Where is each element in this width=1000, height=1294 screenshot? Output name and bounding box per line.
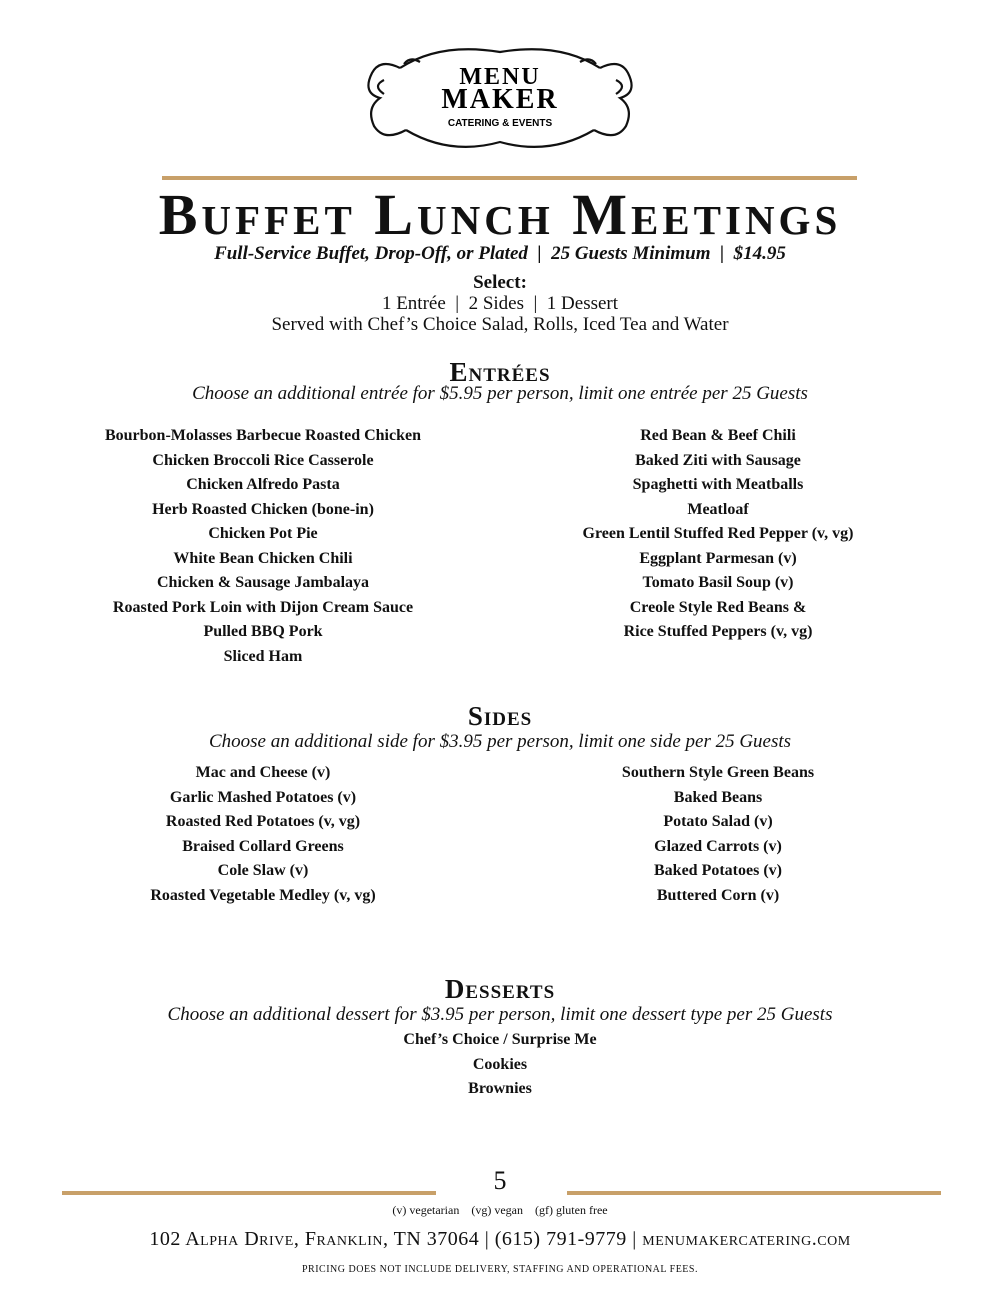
list-item: Baked Ziti with Sausage [635,451,801,469]
sides-heading: Sides [467,701,533,731]
page-title: Buffet Lunch Meetings [158,182,842,247]
list-item: Meatloaf [687,500,749,518]
list-item: Mac and Cheese (v) [195,764,331,781]
list-item: Rice Stuffed Peppers (v, vg) [623,623,813,640]
page-number: 5 [493,1166,507,1195]
select-label: Select: [473,272,527,293]
entrees-right-list [520,424,916,645]
list-item: Tomato Basil Soup (v) [642,574,794,591]
list-item: Roasted Pork Loin with Dijon Cream Sauce [112,598,414,616]
sides-left-list [60,761,466,908]
menu-maker-logo [360,38,640,158]
list-item: Chicken Broccoli Rice Casserole [152,451,374,469]
list-item: Brownies [468,1080,532,1097]
list-item: Chicken Pot Pie [208,525,318,542]
desserts-heading: Desserts [444,974,556,1004]
list-item: Green Lentil Stuffed Red Pepper (v, vg) [582,525,854,542]
logo-catering-text: CATERING & EVENTS [447,118,553,129]
list-item: Potato Salad (v) [663,813,773,830]
sides-right-list [520,761,916,908]
desserts-list [0,1028,1000,1102]
contact-address: 102 Alpha Drive, Franklin, TN 37064 | (615) 791-9779 | menumakercatering.com [149,1228,851,1250]
footer-divider-left [62,1191,436,1195]
list-item: Chicken & Sausage Jambalaya [156,574,370,591]
list-item: Eggplant Parmesan (v) [639,549,797,567]
list-item: Buttered Corn (v) [656,886,780,904]
select-items: 1 Entrée | 2 Sides | 1 Dessert [381,293,619,314]
list-item: White Bean Chicken Chili [173,549,353,567]
pricing-disclaimer: PRICING DOES NOT INCLUDE DELIVERY, STAFFING AND OPERATIONAL FEES. [302,1264,698,1275]
service-subtitle: Full-Service Buffet, Drop-Off, or Plated | 25 Guests Minimum | $14.95 [214,243,786,264]
served-with-line: Served with Chef’s Choice Salad, Rolls, Iced Tea and Water [271,314,729,335]
entrees-heading: Entrées [449,357,551,387]
list-item: Roasted Vegetable Medley (v, vg) [150,886,376,904]
entrees-note: Choose an additional entrée for $5.95 per person, limit one entrée per 25 Guests [192,383,808,404]
list-item: Spaghetti with Meatballs [632,476,804,493]
list-item: Bourbon-Molasses Barbecue Roasted Chicken [104,427,421,444]
entrees-left-list [60,424,466,669]
logo-maker-text: MAKER [441,84,559,115]
desserts-note: Choose an additional dessert for $3.95 per person, limit one dessert type per 25 Guests [167,1004,833,1025]
list-item: Chicken Alfredo Pasta [186,476,340,493]
sides-note: Choose an additional side for $3.95 per person, limit one side per 25 Guests [208,731,792,752]
list-item: Red Bean & Beef Chili [640,427,796,444]
list-item: Southern Style Green Beans [621,764,815,781]
list-item: Sliced Ham [223,647,303,665]
list-item: Cookies [472,1055,528,1073]
list-item: Braised Collard Greens [182,837,344,855]
list-item: Baked Potatoes (v) [654,862,782,879]
logo-menu-text: MENU [459,64,541,90]
list-item: Cole Slaw (v) [217,862,309,879]
list-item: Herb Roasted Chicken (bone-in) [152,500,374,518]
list-item: Roasted Red Potatoes (v, vg) [165,813,361,830]
list-item: Chef’s Choice / Surprise Me [403,1031,597,1048]
list-item: Pulled BBQ Pork [203,623,323,640]
list-item: Baked Beans [673,788,763,806]
list-item: Creole Style Red Beans & [629,598,807,616]
dietary-legend: (v) vegetarian (vg) vegan (gf) gluten free [392,1203,608,1217]
list-item: Garlic Mashed Potatoes (v) [169,788,357,806]
footer-divider-right [567,1191,941,1195]
list-item: Glazed Carrots (v) [654,837,782,855]
